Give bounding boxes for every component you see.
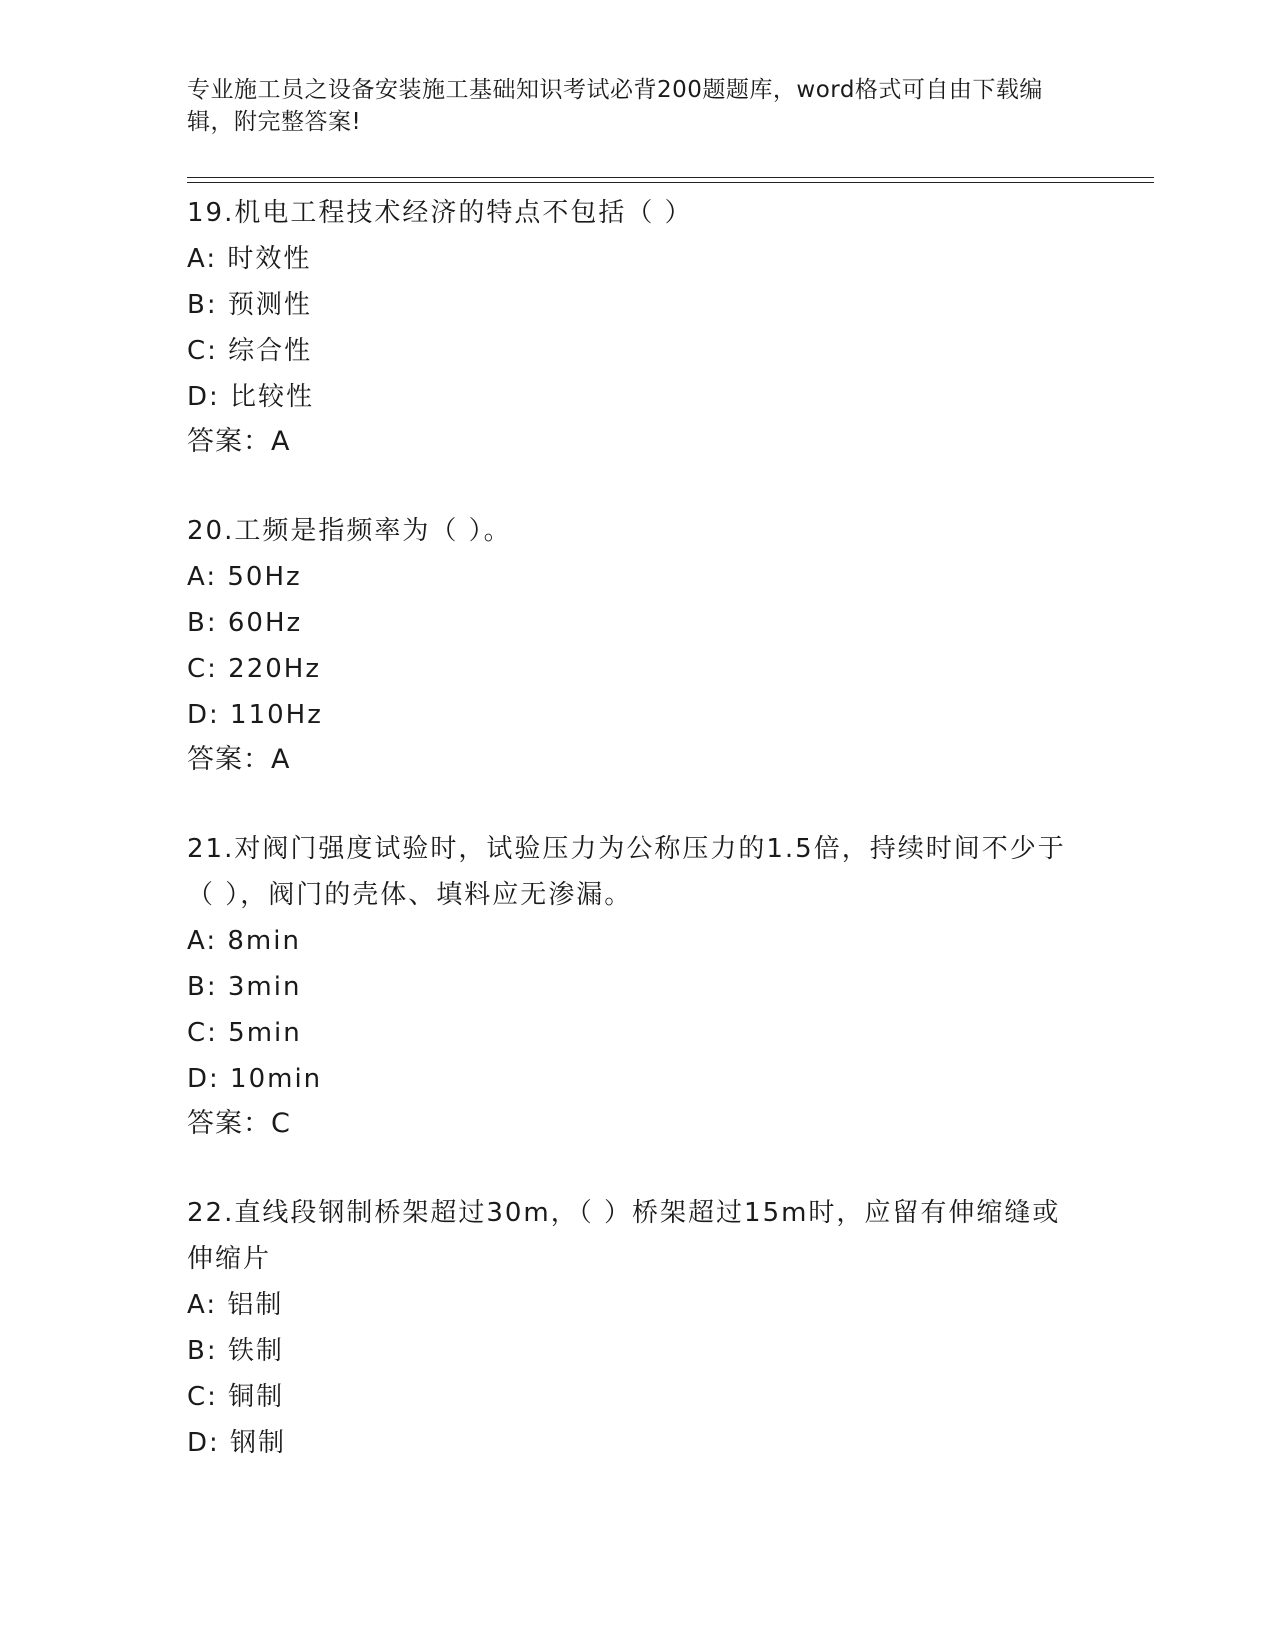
question-22	[187, 1190, 1087, 1466]
question-text: 19.机电工程技术经济的特点不包括（ ）	[187, 198, 693, 228]
option-b: B: 预测性	[187, 290, 312, 320]
question-21	[187, 826, 1087, 1146]
option-d: D: 比较性	[187, 382, 315, 412]
option-c: C: 综合性	[187, 336, 313, 366]
question-list	[187, 190, 1087, 1510]
option-a: A: 铝制	[187, 1290, 284, 1320]
option-c: C: 5min	[187, 1018, 302, 1048]
option-d: D: 110Hz	[187, 700, 323, 730]
option-a: A: 50Hz	[187, 562, 302, 592]
header-divider-top	[187, 177, 1154, 178]
header-divider-bottom	[187, 182, 1154, 183]
question-text: 20.工频是指频率为（ ）。	[187, 516, 512, 546]
answer-line: 答案：C	[187, 1108, 291, 1139]
question-text: 21.对阀门强度试验时，试验压力为公称压力的1.5倍，持续时间不少于（ ），阀门的壳体、填料应无渗漏。	[187, 834, 1066, 910]
question-text: 22.直线段钢制桥架超过30m，（ ）桥架超过15m时，应留有伸缩缝或伸缩片	[187, 1198, 1061, 1274]
option-a: A: 时效性	[187, 244, 312, 274]
option-d: D: 10min	[187, 1064, 323, 1094]
answer-line: 答案：A	[187, 426, 291, 457]
option-c: C: 220Hz	[187, 654, 322, 684]
option-b: B: 铁制	[187, 1336, 284, 1366]
question-20	[187, 508, 1087, 782]
question-19	[187, 190, 1087, 464]
document-header: 专业施工员之设备安装施工基础知识考试必背200题题库，word格式可自由下载编辑，附完整答案!	[187, 77, 1043, 135]
option-c: C: 铜制	[187, 1382, 285, 1412]
option-b: B: 3min	[187, 972, 302, 1002]
option-a: A: 8min	[187, 926, 301, 956]
option-d: D: 钢制	[187, 1428, 287, 1458]
option-b: B: 60Hz	[187, 608, 303, 638]
answer-line: 答案：A	[187, 744, 291, 775]
